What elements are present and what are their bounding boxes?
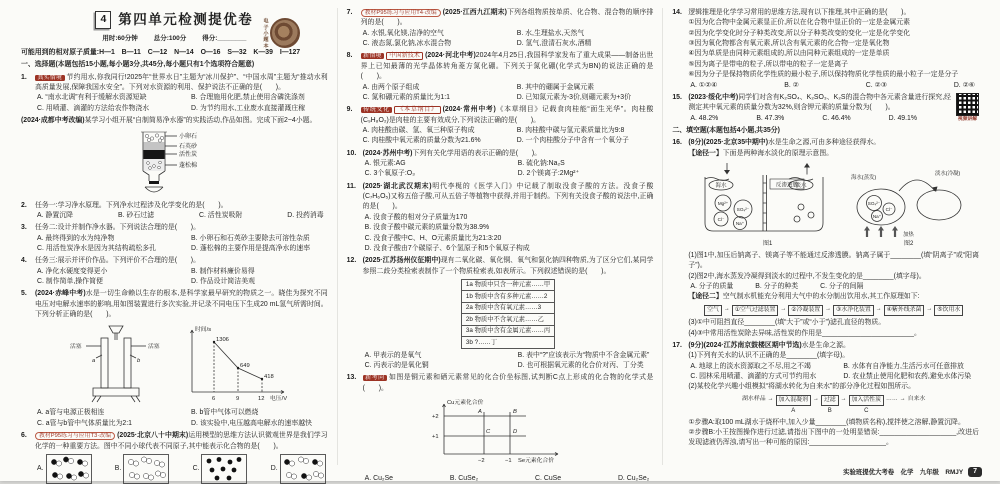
graph-y-label: Cu元素化合价	[447, 400, 484, 407]
flow-step: 空气	[704, 305, 722, 316]
voltage-time-graph	[172, 322, 294, 406]
question-number: 3.	[21, 224, 27, 232]
tube-a-label: a	[92, 358, 96, 365]
question-stem: 《本草纲目》记载食肉桂能“面生光华”。肉桂酸(C₉H₈O₂)是肉桂的主要有效成分,下列说法正确的是( )。	[360, 106, 654, 124]
question-9	[347, 105, 654, 146]
option-b: B. 水体有自净能力,生活污水可任意排放	[843, 362, 964, 370]
question-source: (2025·北京八十中期末)	[117, 432, 189, 440]
question-stem: 任务三:展示并评价作品。下列评价不合理的是( )。	[35, 257, 200, 265]
table-row: 1b 物质中含有多种元素……2	[461, 291, 554, 302]
question-stem: 水是一切生命赖以生存的根本,是科学家最早研究的物质之一。晓佳为探究不同电压对电解水速率的影响,用如图装置进行多次实验,并记录不同电压下生成20 mL氢气所需时间。下列分析正确的是( )。	[35, 290, 328, 319]
option-a: A. 肉桂酸由碳、氢、氧三种原子构成	[362, 126, 475, 134]
options	[363, 351, 654, 372]
options	[35, 211, 328, 221]
path1-heading: 【途径一】	[688, 149, 723, 157]
question-number: 7.	[346, 9, 353, 16]
option-d: D. 已知氮元素为-3价,则硼元素为+3价	[516, 93, 631, 101]
flow-dots: ……	[885, 395, 898, 402]
step-letter: A	[791, 407, 796, 414]
option-c: C. 3个氧原子:O₃	[364, 170, 415, 178]
heat-label: 加热	[902, 232, 914, 239]
options	[688, 114, 951, 124]
question-7	[347, 8, 654, 49]
option-a: A. a管与电源正极相连	[37, 409, 105, 417]
question-score: (8分)	[688, 139, 704, 147]
question-stem: 水是生命之源。	[801, 341, 850, 349]
question-2	[21, 201, 328, 222]
question-stem: 任务一:学习净水原理。下列净水过程涉及化学变化的是( )。	[35, 201, 228, 209]
filter-layer-label: 活性炭	[179, 151, 198, 158]
arrow-icon: →	[875, 305, 882, 312]
path2-heading: 【途径二】	[688, 293, 723, 301]
lake-water-flow	[688, 395, 979, 416]
molecule-box-a	[46, 454, 92, 484]
option-c: C. 分子的间隔	[820, 283, 864, 291]
column-3	[662, 8, 988, 465]
qr-caption: 视频讲解	[957, 117, 978, 123]
option-d-label: D.	[270, 464, 278, 472]
ion-label: SO₄²⁻	[867, 201, 880, 207]
sub-question-4: (4)③中常用活性炭除去异味,活性炭的作用是________________________。	[688, 329, 921, 337]
option-c: C. 用活性炭净水是因为其结构疏松多孔	[37, 244, 157, 252]
question-stem: 下列有关化学用语的表示正确的是( )。	[412, 149, 542, 157]
options	[363, 159, 654, 180]
question-5	[21, 289, 328, 429]
question-8	[347, 51, 654, 103]
option-d: D. 该实验中,电压越高电解水的速率越快	[191, 419, 313, 427]
flow-step: ⑤饮用水	[934, 305, 963, 316]
fig2-sea-label: 海水(蒸发)	[850, 175, 876, 182]
ion-label: Cl⁻	[885, 207, 893, 213]
graph-x-tick: 6	[212, 396, 216, 403]
item-4: ④因为单质是由同种元素组成的,所以由同种元素组成的一定是单质	[688, 50, 890, 58]
option-c: C. CuSe	[535, 475, 562, 483]
filter-layer-label: 小卵石	[179, 133, 198, 140]
flow-step: ①空气过滤装置	[732, 305, 779, 316]
question-13	[347, 373, 654, 484]
arrow-icon: →	[825, 305, 832, 312]
flow-step: 加入混凝剂	[776, 395, 811, 406]
reasoning-items	[688, 18, 979, 80]
option-c: C. 46.4%	[822, 114, 851, 122]
option-b: B. 合理施用化肥,禁止使用含磷洗涤剂	[191, 94, 305, 102]
textbook-tag: 教材P95练习与应用T4·改编	[361, 9, 441, 17]
flow-start: 湖水样品	[742, 395, 766, 402]
option-a: A. “南水北调”有利于缓解水资源短缺	[37, 94, 147, 102]
item-2: ②因为化学变化时分子种类改变,所以分子种类改变的变化一定是化学变化	[688, 29, 911, 37]
table-row: 3a 物质中含有金属元素……丙	[461, 325, 554, 336]
option-a-label: A.	[37, 464, 44, 472]
atomic-masses-line: 可能用到的相对原子质量:H—1 B—11 C—12 N—14 O—16 S—32 K—39 I—127	[21, 49, 301, 56]
sub-question-1: (1)下列有关水的认识不正确的是________(填字母)。	[688, 352, 850, 360]
column-1	[12, 8, 337, 472]
item-3: ③因为氧化物都含有氧元素,所以含有氧元素的化合物一定是氧化物	[688, 40, 890, 48]
culture-tag: 传统文化	[361, 107, 393, 113]
fig1-sea-label: 海水	[715, 183, 727, 190]
question-14	[672, 8, 979, 91]
question-number: 1.	[21, 73, 27, 81]
question-source: (2024·苏州中考)	[362, 149, 413, 157]
unit-number: 4	[95, 11, 111, 29]
flow-step: 过滤	[821, 395, 839, 406]
option-d: D. Cu₂Se₂	[617, 475, 650, 483]
option-b: B. 水,生理盐水,天然气	[516, 29, 585, 37]
question-source: (2024·常州中考)	[442, 106, 496, 114]
point-d-label: D	[513, 429, 518, 436]
option-d: D. 2个镁离子:2Mg²⁺	[517, 170, 580, 178]
table-row: 2a 物质中含有氧元素……3	[461, 302, 554, 313]
page-title: 第四单元检测提优卷	[118, 12, 254, 27]
question-source: (2025·江苏扬州仪征期中)	[362, 257, 441, 265]
question-source: (2025·江西九江期末)	[442, 9, 507, 16]
option-c: C. 氮和硼元素的质量比为1:1	[362, 93, 450, 101]
question-number: 12.	[346, 257, 357, 265]
footer-text: 实验班提优大考卷 化学 九年级 RMJY	[843, 469, 964, 477]
video-qr-block	[956, 93, 979, 124]
question-11	[347, 182, 654, 255]
context-tag: 新情境	[361, 53, 385, 59]
path2-text: 空气制水机能充分利用大气中的水分制出饮用水,其工作原理如下:	[722, 293, 920, 301]
piston-label-left: 活塞	[70, 344, 82, 351]
electrolysis-apparatus-figure	[68, 322, 164, 406]
option-d: D. 投药消毒	[287, 211, 324, 219]
option-c: C. a管与b管中气体质量比为2:1	[37, 419, 132, 427]
graph-value: 649	[240, 363, 250, 370]
question-15	[672, 93, 979, 124]
question-tag: 新考向	[363, 375, 387, 381]
question-number: 17.	[672, 341, 682, 349]
graph-x-tick: 9	[236, 396, 240, 403]
filter-layer-label: 蓬松棉	[179, 162, 198, 169]
ion-label: Na⁺	[735, 221, 744, 227]
air-water-flow	[688, 305, 979, 316]
question-source: (2024·赤峰中考)	[35, 290, 86, 298]
question-1	[21, 73, 328, 114]
question-number: 6.	[21, 432, 27, 440]
option-c: C. 没食子酸中C、H、O元素质量比为21:3:20	[364, 234, 502, 242]
arrow-icon: →	[723, 305, 730, 312]
question-stem: 逻辑推理是化学学习常用的思维方法,现有以下推理,其中正确的是( )。	[688, 9, 911, 16]
question-source: (2024·江苏南京鼓楼区期中节选)	[703, 341, 802, 349]
option-b: B. 分子的种类	[755, 283, 799, 291]
flow-step: 加入活性炭	[849, 395, 884, 406]
option-b: B. 砂石过滤	[118, 211, 154, 219]
option-a: A. 净化水硬度变得更小	[37, 267, 108, 275]
question-source: (2024·成都中考改编)	[21, 117, 85, 125]
question-number: 9.	[346, 106, 353, 114]
ion-label: SO₄²⁻	[736, 207, 749, 213]
sub-question-2: (2)图2中,海水蒸发冷凝得到淡水的过程中,不发生变化的是________(填字母)。	[688, 272, 926, 280]
sub-options	[688, 282, 979, 292]
options	[35, 234, 328, 255]
figure-1-caption: 图1	[763, 241, 773, 248]
question-number: 14.	[672, 9, 682, 16]
sub-question-2: (2)某校化学兴趣小组模拟“将湖水转化为自来水”的部分净化过程如图所示。	[688, 383, 915, 391]
option-d: D. 49.1%	[888, 114, 918, 122]
figure-2-caption: 图2	[904, 241, 914, 248]
question-number: 5.	[21, 290, 27, 298]
question-6	[21, 431, 328, 484]
classification-key-table	[461, 279, 555, 349]
point-b-label: B	[513, 409, 517, 416]
option-b: B. 小卵石和石英砂主要除去可溶性杂质	[191, 234, 310, 242]
option-c: C. 用喷灌、滴灌的方法给农作物浇水	[37, 104, 150, 112]
point-c-label: C	[486, 429, 491, 436]
arrow-icon: →	[767, 395, 774, 402]
reverse-osmosis-diagram	[697, 161, 839, 239]
step-letter: C	[864, 407, 869, 414]
question-number: 13.	[346, 374, 357, 382]
table-row: 3b ?……丁	[461, 337, 554, 348]
options	[361, 83, 654, 104]
page-footer	[843, 467, 982, 478]
arrow-icon: →	[780, 305, 787, 312]
option-a: A. Cu₂Se	[364, 475, 394, 483]
options	[363, 474, 654, 484]
graph-y-tick: +2	[432, 414, 439, 421]
meta-time: 用时:60分钟	[102, 35, 138, 43]
graph-x-label: 电压/V	[270, 396, 288, 403]
option-c: C. 液态氮,氯化钠,冰水混合物	[362, 40, 452, 48]
point-a-label: A	[478, 409, 482, 416]
question-stem: 水是生命之源,可由多种途径获得水。	[768, 139, 881, 147]
option-b: B. CuSe₂	[449, 475, 479, 483]
option-d: D. 蓬松棉的主要作用是提高净水的速率	[191, 244, 311, 252]
graph-x-tick: −2	[478, 458, 485, 465]
molecule-box-d	[280, 454, 326, 484]
tube-b-label: b	[137, 358, 141, 365]
question-source: (2025·湖北武汉期末)	[362, 182, 432, 190]
option-c: C. 肉桂酸中氧元素的质量分数为21.6%	[362, 137, 481, 145]
options	[688, 81, 979, 91]
option-a: A. 静置沉降	[37, 211, 73, 219]
option-d: D. 一个肉桂酸分子中含有一个氧分子	[516, 137, 629, 145]
arrow-icon: →	[899, 395, 906, 402]
intro-text: 某学习小组开展“自制简易净水器”的实践活动,作品如图。完成下面2~4小题。	[84, 117, 317, 125]
seal-stamp-icon	[270, 18, 300, 48]
question-2-4-intro	[21, 116, 328, 198]
option-b: B. b管中气体可以燃烧	[191, 409, 259, 417]
fig1-fresh-label: 淡水	[795, 183, 807, 190]
fig1-membrane-label: 反渗透膜	[775, 182, 798, 189]
question-stem: 下列各组物质按单质、化合物、混合物的顺序排列的是( )。	[360, 9, 654, 27]
option-b: B. 其中的硼属于金属元素	[516, 83, 595, 91]
question-number: 8.	[346, 52, 353, 60]
option-a: A. 银元素:AG	[364, 160, 406, 168]
valence-coordinate-graph	[428, 396, 588, 472]
question-number: 2.	[21, 201, 27, 209]
option-c: C. 园林采用喷灌、滴灌的方式可节约用水	[690, 373, 817, 381]
flow-step: ④紫外线杀菌	[884, 305, 925, 316]
flow-step: ③水净化装置	[833, 305, 874, 316]
question-stem: 如图是铜元素和硒元素常见的化合价坐标图,试判断C点上形成的化合物的化学式是( )。	[362, 374, 654, 392]
option-a: A. ①②④	[690, 81, 718, 89]
question-number: 11.	[346, 182, 356, 190]
option-d: D. ②⑥	[953, 81, 975, 89]
option-c: C. 活性炭吸附	[199, 211, 243, 219]
ion-label: Cl⁻	[717, 217, 725, 223]
flow-end: 自来水	[907, 395, 926, 402]
textbook-tag: 教材P95练习与应用T3·改编	[35, 432, 115, 440]
sub-options	[688, 362, 979, 383]
option-a: A. 甲表示的是氧气	[364, 351, 422, 359]
question-10	[347, 149, 654, 180]
option-d: D. 没食子酸由7个碳原子、6个氢原子和5个氧原子构成	[364, 244, 530, 252]
sub-question-1: (1)图1中,加压后钠离子、镁离子等不能通过反渗透膜。钠离子属于________(填“阴离子”或“阳离子”)。	[688, 252, 980, 270]
paper-header	[21, 10, 328, 49]
graph-x-tick: 12	[258, 396, 265, 403]
question-stem: 运用模型的思维方法认识微观世界是我们学习化学的一种重要方法。图中不同小球代表不同原子,其中能表示化合物的是( )。	[35, 432, 328, 450]
graph-x-tick: −1	[505, 458, 512, 465]
option-a: A. 地球上的淡水资源取之不尽,用之不竭	[690, 362, 811, 370]
section-two-heading: 二、填空题(本题包括4小题,共35分)	[672, 126, 780, 134]
graph-value: 1306	[216, 337, 230, 344]
question-stem: 明代李梴的《医学入门》中记载了制取没食子酸的方法。没食子酸(C₇H₆O₅)又称五倍子酸,可从五倍子等植物中获得,并用于制药。下列有关没食子酸的说法中,正确的是( )。	[362, 182, 654, 211]
meta-total: 总分:100分	[153, 35, 187, 43]
option-d: D. 为节约用水,工业废水直接灌溉庄稼	[191, 104, 306, 112]
option-a: A. 分子的质量	[690, 283, 734, 291]
options	[35, 93, 328, 114]
column-2	[337, 8, 663, 483]
question-4	[21, 256, 328, 287]
molecule-box-c	[201, 454, 247, 484]
ion-label: Mg²⁺	[717, 201, 728, 207]
piston-label-right: 活塞	[148, 344, 160, 351]
question-source: (2025·北京35中期中)	[703, 139, 768, 147]
question-number: 10.	[346, 149, 357, 157]
question-stem: 现有二氧化碳、氧化铜、氧气和氯化钠四种物质,为了区分它们,某同学参照二歧分类检索表制作了一个物质检索表,如表所示。下列叙述错误的是( )。	[362, 257, 654, 275]
graph-x-label: Se元素化合价	[518, 458, 555, 465]
item-1: ①因为化合物中金属元素显正价,所以在化合物中显正价的一定是金属元素	[688, 19, 911, 27]
question-tag: 真实情境	[35, 75, 65, 81]
option-d: D. 农业禁止使用化肥和农药,避免水体污染	[843, 373, 972, 381]
table-row: 2b 物质中不含氧元素……乙	[461, 314, 554, 325]
option-b: B. 肉桂酸中碳与氢元素质量比为9:8	[516, 126, 625, 134]
path1-text: 下面是两种海水淡化的原理示意图。	[722, 149, 834, 157]
options	[35, 408, 328, 429]
sub-question-3: (3)①中可阻挡直径________(填“大于”或“小于”)滤孔直径的物质。	[688, 319, 886, 327]
distillation-diagram	[847, 161, 971, 239]
option-d: D. 作品设计简洁美观	[191, 278, 255, 286]
molecule-model-options	[35, 454, 328, 484]
option-a: A. 由两个原子组成	[362, 83, 420, 91]
option-a: A. 水银,氧化镁,洁净的空气	[362, 29, 444, 37]
option-d: D. 氢气,澄清石灰水,酒精	[516, 40, 592, 48]
question-number: 4.	[21, 257, 27, 265]
arrow-icon: →	[840, 395, 847, 402]
step-letter: B	[827, 407, 832, 414]
item-6: ⑥因为分子是保持物质化学性质的最小粒子,所以保持物质化学性质的最小粒子一定是分子	[688, 71, 959, 79]
option-c: C. 丙表示的是氧化铜	[364, 361, 429, 369]
question-source: (2023·绥化中考)	[688, 93, 739, 101]
qr-code-icon	[956, 93, 979, 116]
option-a: A. 48.2%	[690, 114, 719, 122]
options	[361, 126, 654, 147]
arrow-icon: →	[812, 395, 819, 402]
option-a: A. 最终得到的水为纯净物	[37, 234, 115, 242]
question-stem: 2024年4月25日,我国科学家发布了重大成果——制备出世界上已知最薄的光学晶体转角菱方氮化硼。下列关于氮化硼(化学式为BN)的说法正确的是( )。	[360, 52, 654, 81]
option-d: D. 也可根据氧元素的化合价对丙、丁分类	[517, 361, 644, 369]
option-b: B. 表中“?”应该表示为“物质中不含金属元素”	[517, 351, 650, 359]
arrow-icon: →	[926, 305, 933, 312]
option-b: B. 硫化钠:Na₂S	[517, 160, 565, 168]
culture-subtag: 《本草纲目》	[394, 106, 440, 114]
question-12	[347, 256, 654, 371]
molecule-box-b	[123, 454, 169, 484]
option-c-label: C.	[192, 464, 200, 472]
seal-label: 电子小题本	[262, 18, 269, 49]
graph-y-tick: +1	[432, 434, 439, 441]
options	[35, 267, 328, 288]
water-filter-diagram	[99, 129, 249, 199]
page-number-badge: 7	[968, 467, 982, 478]
sub-step-1: ①步骤A:取100 mL湖水于烧杯中,加入少量________(填物质名称),搅拌使之溶解,静置沉降。	[688, 418, 965, 426]
question-stem: 节约用水,你我同行!2025年“世界水日”主题为“冰川保护”、“中国水周”主题为“推动水利高质量发展,保障我国水安全”。下列对水资源的利用、保护说法不正确的是( )。	[35, 73, 328, 92]
question-stem: 同学们对含有K₂SO₄、K₂SO₃、K₂S的混合物中各元素含量进行探究,经测定其中氧元素的质量分数为32%,则含钾元素的质量分数为( )。	[688, 93, 952, 112]
meta-score: 得分:________	[202, 35, 247, 43]
question-number: 16.	[672, 139, 682, 147]
filter-layer-label: 石英砂	[179, 143, 198, 150]
option-b: B. ②	[784, 81, 799, 89]
fig2-fresh-label: 淡水(冷凝)	[934, 171, 960, 178]
question-17	[672, 341, 979, 449]
question-16	[672, 138, 979, 339]
option-b: B. 47.3%	[756, 114, 785, 122]
question-stem: 任务二:设计并制作净水器。下列说法合理的是( )。	[35, 224, 200, 232]
question-source: (2024·河北中考)	[425, 52, 476, 60]
question-3	[21, 223, 328, 254]
option-c: C. 制作简单,操作简便	[37, 278, 103, 286]
sub-step-2: ②步骤B:小王按图操作进行过滤,请指出下图中的一处明显错误:____________________,改进后发现滤液仍浑浊,请写出一种可能的原因:____________________。	[688, 429, 980, 447]
section-one-heading: 一、选择题(本题包括15小题,每小题3分,共45分,每小题只有1个选项符合题意)	[21, 61, 255, 69]
item-5: ⑤因为离子是带电的粒子,所以带电的粒子一定是离子	[688, 60, 849, 68]
table-row: 1a 物质中只含一种元素……甲	[461, 279, 554, 290]
question-score: (9分)	[688, 341, 704, 349]
option-b: B. 制作材料廉价易得	[191, 267, 255, 275]
ebook-seal	[261, 18, 332, 49]
flow-step: ②冷凝装置	[788, 305, 823, 316]
options	[361, 29, 654, 50]
ion-label: Na⁺	[872, 214, 881, 220]
option-a: A. 没食子酸的相对分子质量为170	[364, 213, 468, 221]
option-b: B. 没食子酸中碳元素的质量分数为38.9%	[364, 224, 490, 232]
context-subtag: 中国新技术	[386, 52, 423, 60]
graph-value: 418	[264, 374, 274, 381]
question-number: 15.	[672, 93, 682, 101]
option-b-label: B.	[114, 464, 122, 472]
options	[363, 213, 654, 254]
graph-y-label: 时间/s	[195, 327, 212, 334]
option-c: C. ②③	[865, 81, 887, 89]
